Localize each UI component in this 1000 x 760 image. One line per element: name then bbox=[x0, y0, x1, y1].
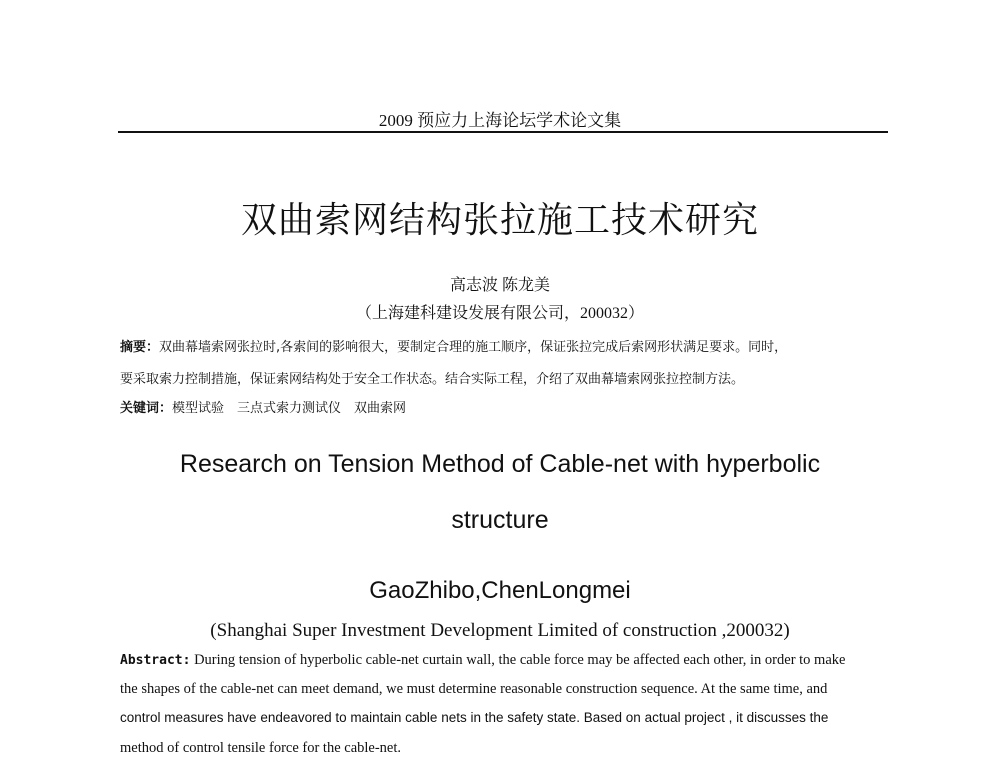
authors-chinese: 高志波 陈龙美 bbox=[449, 277, 550, 294]
keywords-chinese bbox=[120, 397, 890, 416]
abstract-english-line: control measures have endeavored to maintain cable nets in the safety state. Based on actual project , it discusses the bbox=[120, 710, 829, 725]
affiliation-chinese: （上海建科建设发展有限公司，200032） bbox=[355, 305, 644, 322]
keywords-chinese-text: 模型试验 三点式索力测试仪 双曲索网 bbox=[172, 401, 407, 416]
title-english-line2: structure bbox=[451, 506, 549, 534]
title-chinese: 双曲索网结构张拉施工技术研究 bbox=[240, 200, 759, 241]
header-rule bbox=[118, 131, 888, 133]
abstract-chinese-label: 摘要： bbox=[120, 340, 160, 355]
abstract-chinese-line bbox=[120, 336, 890, 355]
affiliation-english: (Shanghai Super Investment Development Limited of construction ,200032) bbox=[210, 620, 790, 641]
abstract-english-text: During tension of hyperbolic cable-net curtain wall, the cable force may be affected each other, in order to make bbox=[190, 652, 846, 668]
keywords-chinese-label: 关键词： bbox=[120, 401, 173, 416]
title-english-line1: Research on Tension Method of Cable-net with hyperbolic bbox=[179, 450, 821, 478]
abstract-chinese-text: 双曲幕墙索网张拉时,各索间的影响很大，要制定合理的施工顺序，保证张拉完成后索网形状满足要求。同时， bbox=[159, 340, 788, 355]
running-header: 2009 预应力上海论坛学术论文集 bbox=[378, 111, 622, 130]
abstract-english-line bbox=[120, 652, 895, 669]
abstract-english-line: the shapes of the cable-net can meet demand, we must determine reasonable construction sequence. At the same time, and bbox=[120, 681, 828, 697]
abstract-chinese-line: 要采取索力控制措施，保证索网结构处于安全工作状态。结合实际工程，介绍了双曲幕墙索网张拉控制方法。 bbox=[120, 372, 745, 387]
abstract-english-line: method of control tensile force for the cable-net. bbox=[120, 740, 402, 756]
abstract-english-label: Abstract: bbox=[120, 653, 191, 668]
authors-english: GaoZhibo,ChenLongmei bbox=[369, 577, 631, 604]
